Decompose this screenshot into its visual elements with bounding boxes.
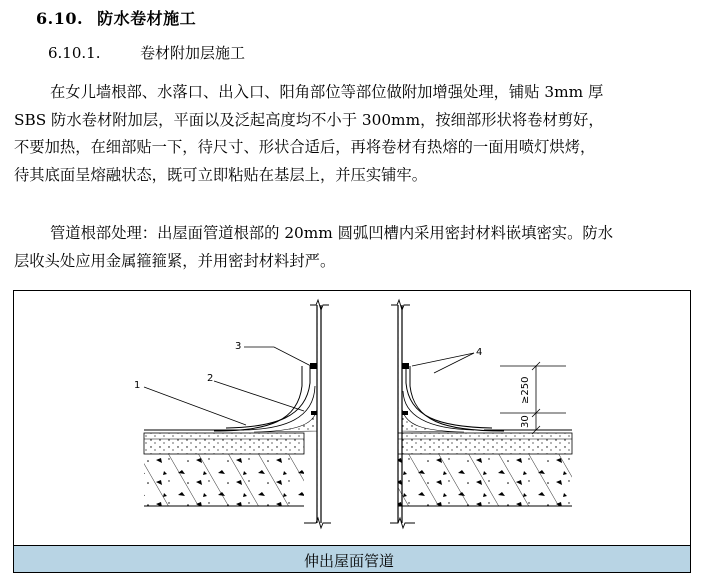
paragraph-2-line-2: 层收头处应用金属箍箍紧，并用密封材料封严。 xyxy=(14,251,336,270)
figure-caption: 伸出屋面管道 xyxy=(304,552,395,570)
subsection-number: 6.10.1. xyxy=(48,44,101,62)
dimension-lines xyxy=(500,362,566,434)
label-3: 3 xyxy=(235,341,242,352)
pipe xyxy=(304,300,415,528)
paragraph-1-line-2: SBS 防水卷材附加层，平面以及泛起高度均不小于 300mm，按细部形状将卷材剪好， xyxy=(14,110,604,129)
paragraph-1-line-4: 待其底面呈熔融状态，既可立即粘贴在基层上，并压实铺牢。 xyxy=(14,165,428,184)
paragraph-1-line-1: 在女儿墙根部、水落口、出入口、阳角部位等部位做附加增强处理，铺贴 3mm 厚 xyxy=(50,83,604,101)
section-heading xyxy=(36,6,196,29)
structural-slab xyxy=(144,454,572,506)
paragraph-1 xyxy=(14,79,694,189)
subsection-title: 卷材附加层施工 xyxy=(140,44,246,62)
membrane-upturn-right xyxy=(402,363,504,432)
paragraph-1-line-3: 不要加热，在细部贴一下，待尺寸、形状合适后，再将卷材有热熔的一面用喷灯烘烤， xyxy=(14,138,596,156)
paragraph-2 xyxy=(14,220,694,275)
pipe-detail-figure xyxy=(13,290,691,573)
dim-lower: 30 xyxy=(520,415,531,428)
figure-caption-bar xyxy=(14,545,690,573)
subsection-heading xyxy=(48,42,245,63)
label-2: 2 xyxy=(207,373,214,384)
label-4: 4 xyxy=(476,347,483,358)
section-title: 防水卷材施工 xyxy=(97,9,197,28)
paragraph-2-line-1: 管道根部处理：出屋面管道根部的 20mm 圆弧凹槽内采用密封材料嵌填密实。防水 xyxy=(50,224,613,242)
membrane-upturn-left xyxy=(214,363,317,432)
pipe-detail-drawing xyxy=(14,291,690,545)
section-number: 6.10. xyxy=(36,9,84,28)
insulation-layer xyxy=(144,433,572,454)
dim-upper: ≥250 xyxy=(520,376,531,404)
leader-lines xyxy=(144,347,474,425)
label-1: 1 xyxy=(134,380,141,391)
